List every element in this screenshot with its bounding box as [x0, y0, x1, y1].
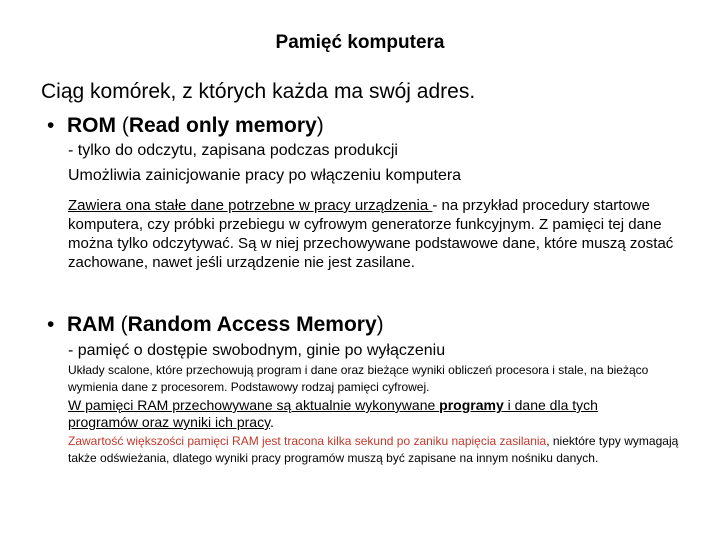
ram-para3-red: Zawartość większości pamięci RAM jest tracona kilka sekund po zaniku napięcia zasilania [68, 434, 547, 448]
ram-para2-b: i dane dla tych programów oraz wyniki ich pracy [68, 397, 598, 430]
rom-full: Read only memory [128, 114, 317, 137]
rom-para-rest: - na przykład procedury startowe komputera, czy próbki przebiegu w cyfrowym generatorze funkcyjnym. Z pamięci tej dane można tylko odczytywać. Są w niej przechowywane podstawowe dane, które muszą zostać zachowane, nawet jeśli urządzenie nie jest zasilane. [68, 197, 674, 271]
ram-line-1: - pamięć o dostępie swobodnym, ginie po wyłączeniu [68, 342, 446, 359]
rom-paragraph [68, 196, 678, 272]
ram-abbr: RAM [67, 313, 115, 336]
ram-paragraph-1: Układy scalone, które przechowują program i dane oraz bieżące wyniki obliczeń procesora i stale, na bieżąco wymienia dane z procesorem. Podstawowy rodzaj pamięci cyfrowej. [68, 363, 649, 394]
intro-text: Ciąg komórek, z których każda ma swój adres. [41, 80, 476, 103]
ram-full: Random Access Memory [127, 313, 377, 336]
page-title: Pamięć komputera [275, 32, 445, 53]
ram-para2-end: . [270, 414, 274, 430]
ram-heading: • RAM (Random Access Memory) [47, 313, 384, 336]
ram-paragraph-3 [68, 433, 683, 467]
ram-paragraph-2 [68, 397, 668, 431]
rom-abbr: ROM [67, 114, 116, 137]
rom-line-2: Umożliwia zainicjowanie pracy po włączeniu komputera [68, 167, 462, 184]
ram-para2-bold: programy [439, 397, 504, 413]
bullet-icon: • [47, 313, 55, 336]
rom-heading: • ROM (Read only memory) [47, 114, 324, 137]
bullet-icon: • [47, 114, 55, 137]
rom-para-underlined: Zawiera ona stałe dane potrzebne w pracy urządzenia [68, 197, 433, 214]
rom-line-1: - tylko do odczytu, zapisana podczas produkcji [68, 142, 398, 159]
ram-para2-a: W pamięci RAM przechowywane są aktualnie wykonywane [68, 397, 440, 413]
ram-para3-rest: , niektóre typy wymagają także odświeżania, dlatego wyniki pracy programów muszą być zapisane na innym nośniku danych. [68, 434, 679, 465]
